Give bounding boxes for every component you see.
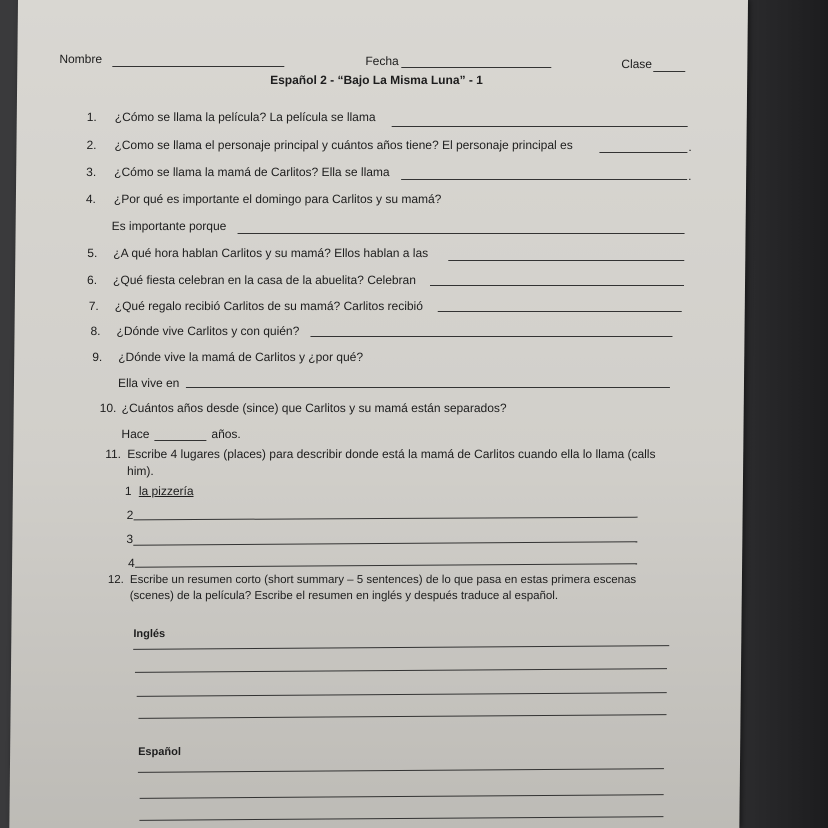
list-item-number: 2	[126, 508, 134, 522]
question-number: 11.	[105, 447, 122, 461]
question-number: 9.	[92, 350, 103, 364]
answer-blank[interactable]	[401, 179, 687, 180]
question-text-continued: (scenes) de la película? Escribe el resumen en inglés y después traduce al español.	[129, 590, 559, 602]
question-text: ¿Dónde vive la mamá de Carlitos y ¿por qué?	[118, 350, 364, 364]
answer-blank[interactable]	[438, 311, 682, 312]
answer-prefix: Hace	[121, 427, 150, 441]
list-item-blank[interactable]	[135, 563, 637, 568]
question-end-mark: .	[688, 169, 692, 183]
ingles-label: Inglés	[133, 628, 166, 640]
page-title: Español 2 - “Bajo La Misma Luna” - 1	[270, 73, 483, 87]
question-number: 1.	[86, 110, 97, 124]
fecha-label: Fecha	[365, 54, 399, 68]
question-text: ¿Qué regalo recibió Carlitos de su mamá? Carlitos recibió	[114, 299, 424, 313]
espanol-answer-line[interactable]	[139, 816, 663, 821]
answer-blank[interactable]	[599, 152, 687, 153]
list-item-number: 3	[126, 532, 134, 546]
list-item-number: 1	[124, 484, 132, 498]
clase-label: Clase	[621, 57, 653, 71]
question-text: ¿Como se llama el personaje principal y cuántos años tiene? El personaje principal es	[114, 138, 573, 152]
answer-prefix: Ella vive en	[117, 376, 180, 390]
clase-blank[interactable]	[653, 71, 685, 72]
question-text-continued: him).	[126, 464, 154, 478]
question-text: ¿Por qué es importante el domingo para Carlitos y su mamá?	[113, 192, 442, 206]
answer-blank[interactable]	[430, 285, 684, 286]
ingles-answer-line[interactable]	[133, 645, 669, 650]
list-item-blank[interactable]	[134, 517, 638, 521]
ingles-answer-line[interactable]	[138, 714, 666, 719]
question-text: ¿A qué hora hablan Carlitos y su mamá? Ellos hablan a las	[113, 246, 429, 260]
question-text: Escribe un resumen corto (short summary – 5 sentences) de lo que pasa en estas primera escenas	[129, 574, 637, 586]
question-text: Escribe 4 lugares (places) para describir donde está la mamá de Carlitos cuando ella lo llama (calls	[127, 447, 656, 461]
answer-prefix: Es importante porque	[111, 219, 227, 233]
question-text: ¿Cómo se llama la película? La película se llama	[114, 110, 376, 124]
question-number: 7.	[88, 299, 99, 313]
question-number: 3.	[86, 165, 97, 179]
question-number: 2.	[86, 138, 97, 152]
question-text: ¿Qué fiesta celebran en la casa de la abuelita? Celebran	[112, 273, 417, 287]
espanol-label: Español	[138, 746, 181, 758]
answer-blank[interactable]	[186, 387, 670, 388]
question-number: 6.	[86, 273, 98, 287]
ingles-answer-line[interactable]	[137, 692, 667, 697]
question-text: ¿Cómo se llama la mamá de Carlitos? Ella se llama	[114, 165, 390, 179]
answer-suffix: años.	[211, 427, 241, 441]
espanol-answer-line[interactable]	[140, 794, 664, 799]
worksheet-page	[9, 0, 748, 828]
list-item-blank[interactable]	[133, 541, 637, 546]
question-text: ¿Cuántos años desde (since) que Carlitos y su mamá están separados?	[121, 401, 507, 415]
answer-blank[interactable]	[392, 126, 688, 127]
question-number: 10.	[99, 401, 117, 415]
answer-blank[interactable]	[154, 440, 206, 441]
question-number: 8.	[90, 324, 101, 338]
question-number: 12.	[107, 574, 124, 586]
question-number: 5.	[87, 246, 98, 260]
list-item-number: 4	[128, 556, 135, 570]
fecha-blank[interactable]	[401, 67, 551, 68]
question-end-mark: .	[688, 140, 692, 154]
answer-blank[interactable]	[448, 260, 684, 261]
answer-blank[interactable]	[238, 233, 685, 234]
question-text: ¿Dónde vive Carlitos y con quién?	[116, 324, 300, 338]
nombre-label: Nombre	[59, 52, 103, 66]
nombre-blank[interactable]	[112, 66, 284, 67]
list-item-answer: la pizzería	[138, 484, 194, 498]
question-number: 4.	[85, 192, 97, 206]
answer-blank[interactable]	[310, 336, 672, 337]
ingles-answer-line[interactable]	[135, 668, 667, 673]
espanol-answer-line[interactable]	[138, 768, 664, 773]
